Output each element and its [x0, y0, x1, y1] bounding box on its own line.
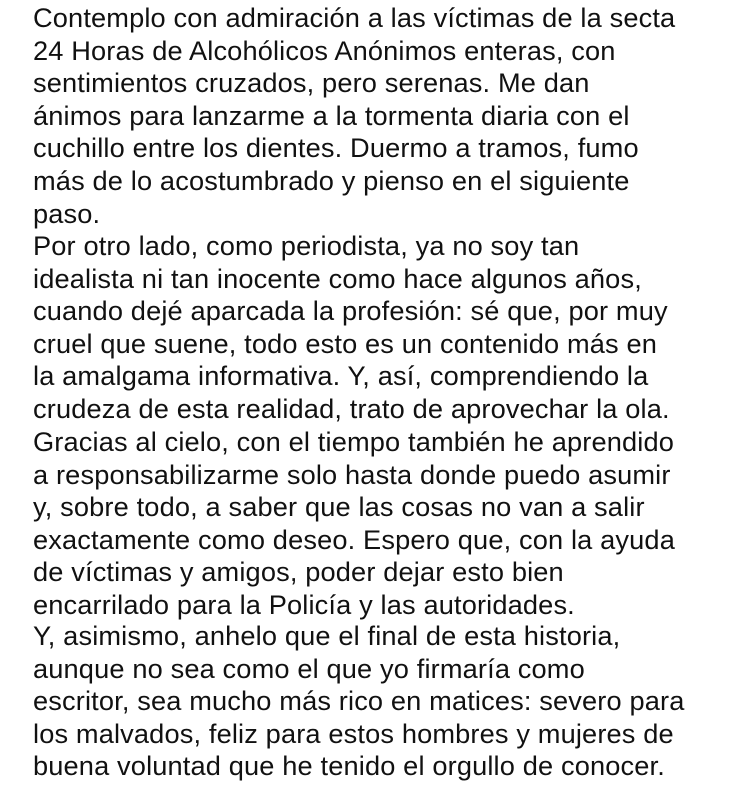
text-line: buena voluntad que he tenido el orgullo de conocer. [33, 750, 665, 782]
text-line: paso. [33, 197, 101, 229]
text-line: de víctimas y amigos, poder dejar esto bien [33, 556, 564, 588]
text-line: ánimos para lanzarme a la tormenta diaria con el [33, 99, 630, 131]
text-line: la amalgama informativa. Y, así, comprendiendo la [33, 360, 649, 392]
paragraph-4 [33, 620, 685, 783]
text-line: escritor, sea mucho más rico en matices: severo para [33, 685, 685, 717]
text-line: encarrilado para la Policía y las autoridades. [33, 588, 575, 620]
text-line: cuchillo entre los dientes. Duermo a tramos, fumo [33, 132, 639, 164]
text-line: Contemplo con admiración a las víctimas de la secta [33, 2, 676, 33]
paragraph-3 [33, 426, 675, 622]
text-line: los malvados, feliz para estos hombres y mujeres de [33, 717, 674, 749]
text-line: Por otro lado, como periodista, ya no soy tan [33, 230, 580, 261]
text-line: idealista ni tan inocente como hace algunos años, [33, 262, 642, 294]
text-line: a responsabilizarme solo hasta donde puedo asumir [33, 458, 671, 490]
text-line: aunque no sea como el que yo firmaría como [33, 652, 585, 684]
text-line: Y, asimismo, anhelo que el final de esta historia, [33, 620, 621, 651]
text-line: exactamente como deseo. Espero que, con la ayuda [33, 523, 675, 555]
paragraph-1 [33, 2, 675, 230]
text-line: más de lo acostumbrado y pienso en el siguiente [33, 164, 630, 196]
text-line: 24 Horas de Alcohólicos Anónimos enteras, con [33, 34, 616, 66]
text-line: cuando dejé aparcada la profesión: sé que, por muy [33, 295, 668, 327]
text-line: crudeza de esta realidad, trato de aprovechar la ola. [33, 392, 670, 424]
paragraph-2 [33, 230, 670, 426]
text-line: Gracias al cielo, con el tiempo también he aprendido [33, 426, 675, 457]
text-line: cruel que suene, todo esto es un contenido más en [33, 327, 658, 359]
text-line: y, sobre todo, a saber que las cosas no van a salir [33, 491, 645, 523]
text-line: sentimientos cruzados, pero serenas. Me dan [33, 67, 590, 99]
